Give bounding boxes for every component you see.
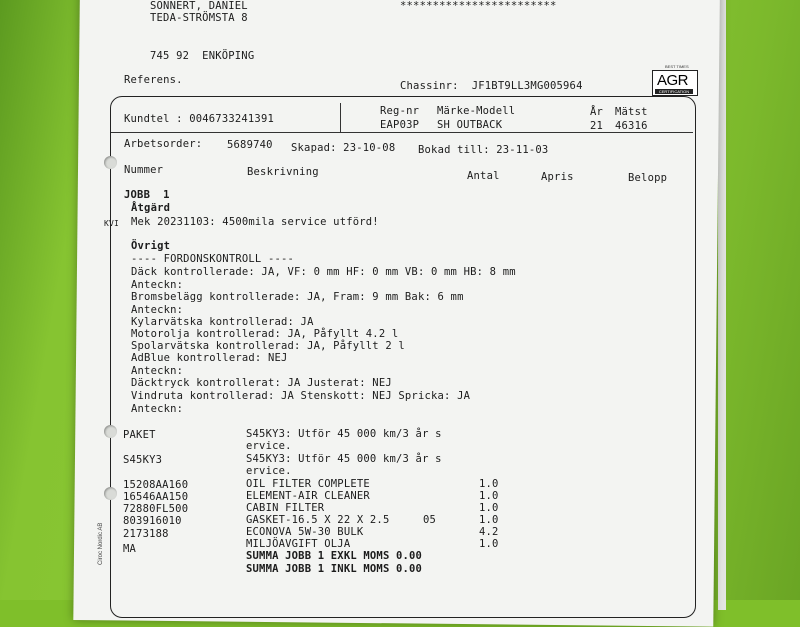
part-desc: CABIN FILTER xyxy=(246,502,325,514)
package-item-code: S45KY3 xyxy=(123,454,163,466)
job-title: JOBB 1 xyxy=(124,189,170,201)
part-extra: 05 xyxy=(423,514,437,526)
mileage-label: Mätst xyxy=(615,106,648,118)
customer-postal: 745 92 ENKÖPING xyxy=(150,50,255,62)
part-desc: ECONOVA 5W-30 BULK xyxy=(246,526,364,538)
part-qty: 1.0 xyxy=(479,514,499,526)
customer-name: SONNERT, DANIEL xyxy=(150,0,248,12)
punch-hole xyxy=(104,156,117,169)
check-line: Spolarvätska kontrollerad: JA, Påfyllt 2 l xyxy=(131,340,405,352)
package-desc-cont: ervice. xyxy=(246,440,292,452)
col-description: Beskrivning xyxy=(247,166,319,178)
created-date: Skapad: 23-10-08 xyxy=(291,142,396,154)
paper-edge xyxy=(718,0,726,610)
punch-hole xyxy=(104,425,117,438)
other-heading: Övrigt xyxy=(131,240,171,252)
year-label: År xyxy=(590,106,604,118)
check-line: ---- FORDONSKONTROLL ---- xyxy=(131,253,295,265)
part-code: 16546AA150 xyxy=(123,491,189,503)
part-code: 2173188 xyxy=(123,528,169,540)
chassis-number: Chassinr: JF1BT9LL3MG005964 xyxy=(400,80,583,92)
col-amount: Belopp xyxy=(628,172,668,184)
col-quantity: Antal xyxy=(467,170,500,182)
part-qty: 1.0 xyxy=(479,538,499,550)
logo-text: AGR xyxy=(657,72,689,89)
col-number: Nummer xyxy=(124,164,164,176)
check-line: Däck kontrollerade: JA, VF: 0 mm HF: 0 mm VB: 0 mm HB: 8 mm xyxy=(131,266,516,278)
part-code: MA xyxy=(123,543,137,555)
workorder-value: 5689740 xyxy=(227,139,273,151)
workorder-label: Arbetsorder: xyxy=(124,138,203,150)
customer-phone: Kundtel : 0046733241391 xyxy=(124,113,274,125)
check-line: Anteckn: xyxy=(131,403,184,415)
punch-hole xyxy=(104,487,117,500)
package-desc: S45KY3: Utför 45 000 km/3 år s xyxy=(246,428,442,440)
check-line: Vindruta kontrollerad: JA Stenskott: NEJ Spricka: JA xyxy=(131,390,471,402)
sum-incl-vat: SUMMA JOBB 1 INKL MOMS 0.00 xyxy=(246,563,423,575)
model-value: SH OUTBACK xyxy=(437,119,503,131)
sum-excl-vat: SUMMA JOBB 1 EXKL MOMS 0.00 xyxy=(246,550,423,562)
mechanic-note: Mek 20231103: 4500mila service utförd! xyxy=(131,216,379,228)
logo-top-text: BEST TIMES xyxy=(665,64,689,69)
part-code: 803916010 xyxy=(123,515,182,527)
logo-cert: CERTIFICATION xyxy=(655,89,693,94)
check-line: Motorolja kontrollerad: JA, Påfyllt 4.2 l xyxy=(131,328,399,340)
side-printer-text: Ciroc Nordic AB xyxy=(98,522,104,565)
part-desc: OIL FILTER COMPLETE xyxy=(246,478,370,490)
check-line: Bromsbelägg kontrollerade: JA, Fram: 9 mm Bak: 6 mm xyxy=(131,291,464,303)
year-value: 21 xyxy=(590,120,604,132)
part-desc: GASKET-16.5 X 22 X 2.5 xyxy=(246,514,390,526)
part-qty: 1.0 xyxy=(479,502,499,514)
package-code: PAKET xyxy=(123,429,156,441)
package-item-desc-cont: ervice. xyxy=(246,465,292,477)
part-qty: 4.2 xyxy=(479,526,499,538)
regnr-value: EAP03P xyxy=(380,119,420,131)
part-code: 72880FL500 xyxy=(123,503,189,515)
margin-mark: KVI xyxy=(104,219,120,228)
check-line: Anteckn: xyxy=(131,365,184,377)
regnr-label: Reg-nr xyxy=(380,105,420,117)
check-line: AdBlue kontrollerad: NEJ xyxy=(131,352,288,364)
part-qty: 1.0 xyxy=(479,478,499,490)
agr-logo xyxy=(652,64,698,96)
part-code: 15208AA160 xyxy=(123,479,189,491)
col-unit-price: Apris xyxy=(541,171,574,183)
part-qty: 1.0 xyxy=(479,490,499,502)
package-item-desc: S45KY3: Utför 45 000 km/3 år s xyxy=(246,453,442,465)
job-action-heading: Åtgärd xyxy=(131,202,171,214)
part-desc: ELEMENT-AIR CLEANER xyxy=(246,490,370,502)
customer-street: TEDA-STRÖMSTA 8 xyxy=(150,12,248,24)
booked-date: Bokad till: 23-11-03 xyxy=(418,144,549,156)
part-desc: MILJÖAVGIFT OLJA xyxy=(246,538,351,550)
referens-label: Referens. xyxy=(124,74,183,86)
box-divider xyxy=(340,103,341,133)
check-line: Anteckn: xyxy=(131,279,184,291)
model-label: Märke-Modell xyxy=(437,105,516,117)
check-line: Däcktryck kontrollerat: JA Justerat: NEJ xyxy=(131,377,392,389)
mileage-value: 46316 xyxy=(615,120,648,132)
check-line: Kylarvätska kontrollerad: JA xyxy=(131,316,314,328)
masked-field: ************************ xyxy=(400,0,557,12)
check-line: Anteckn: xyxy=(131,304,184,316)
box-header-rule xyxy=(111,132,693,133)
